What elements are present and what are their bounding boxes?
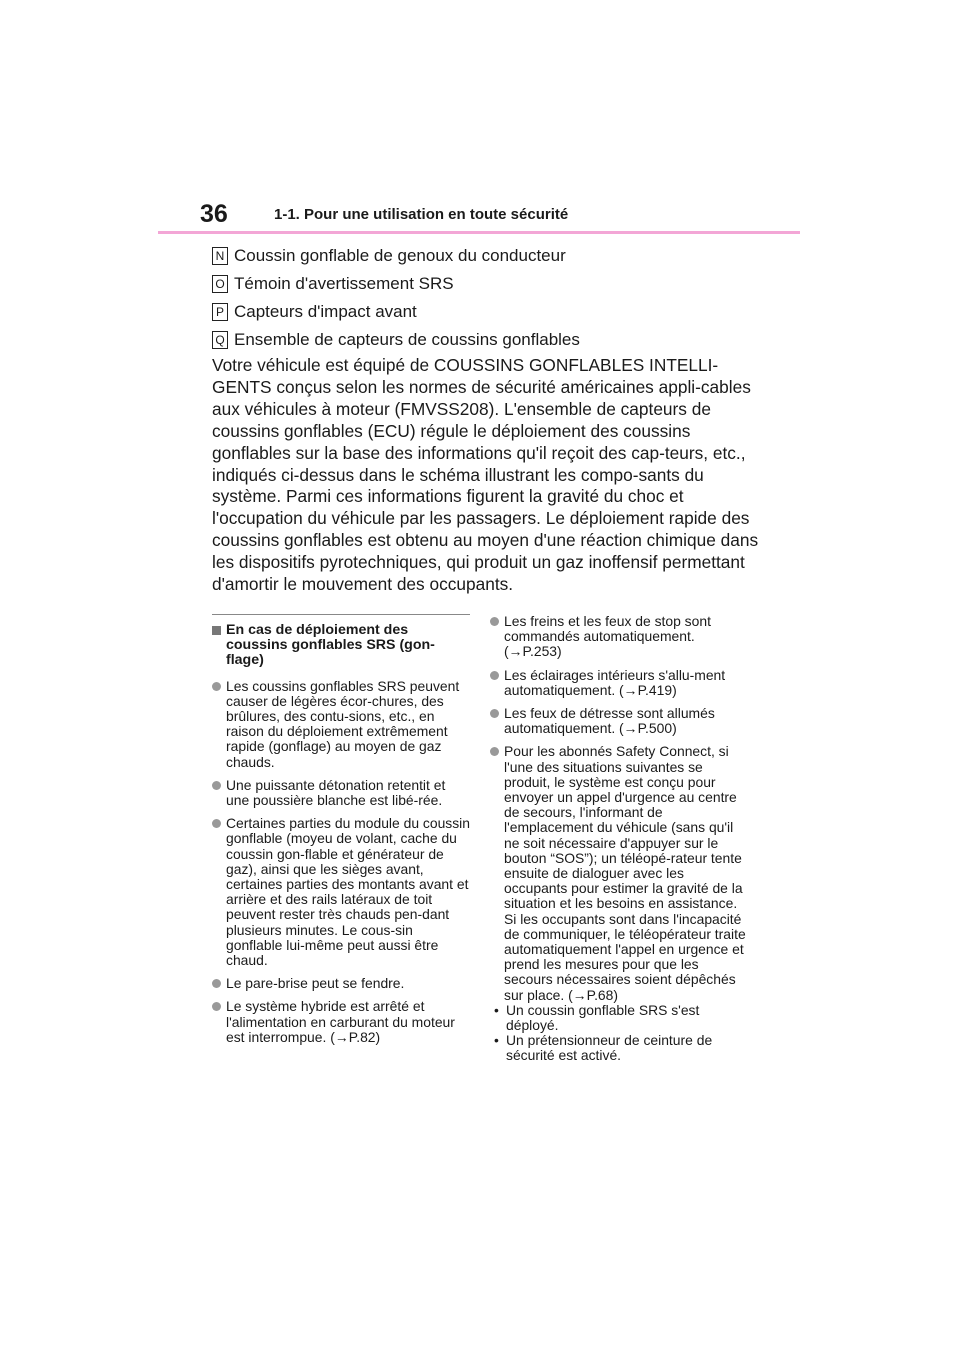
legend-key: O xyxy=(212,275,228,293)
list-item-text: Le pare-brise peut se fendre. xyxy=(226,975,405,992)
legend-label: Ensemble de capteurs de coussins gonflables xyxy=(234,330,580,349)
list-item-text: Certaines parties du module du coussin gonflable (moyeu de volant, cache du coussin gon-flable et générateur de gaz), ainsi que les sièges avant, certaines parties des montants avant et arrière et des rails latéraux de toit peuvent rester très chauds pen-dant plusieurs minutes. Le cous-sin gonflable lui-même peut aussi être chaud. xyxy=(226,815,470,969)
sub-heading-text: En cas de déploiement des coussins gonflables SRS (gon-flage) xyxy=(226,622,435,669)
list-item xyxy=(490,614,748,660)
sub-list-item xyxy=(490,1003,748,1033)
bullet-icon xyxy=(212,781,221,790)
column-divider xyxy=(212,614,470,615)
list-item xyxy=(490,706,748,736)
legend-item xyxy=(212,246,772,266)
list-item-text: Pour les abonnés Safety Connect, si l'une des situations suivantes se produit, le système est conçu pour envoyer un appel d'urgence au centre de secours, l'informant de l'emplacement du véhicule (sans qu'il ne soit nécessaire d'appuyer sur le bouton “SOS”); un téléopé-rateur tente ensuite de dialoguer avec les occupants pour estimer la gravité de la situation et les besoins en assistance. Si les occupants sont dans l'incapacité de communiquer, le téléopérateur traite automatiquement l'appel en urgence et prend les mesures pour que les secours nécessaires soient dépêchés sur place. (→P.68) xyxy=(504,743,746,1003)
legend-item xyxy=(212,302,772,322)
sub-heading xyxy=(212,623,470,669)
legend-item xyxy=(212,274,772,294)
list-item-text: Les feux de détresse sont allumés automatiquement. (→P.500) xyxy=(504,705,715,737)
bullet-icon xyxy=(490,617,499,626)
bullet-icon xyxy=(490,671,499,680)
legend-label: Témoin d'avertissement SRS xyxy=(234,274,454,293)
list-item xyxy=(212,679,470,770)
list-item xyxy=(212,778,470,808)
body-paragraph: Votre véhicule est équipé de COUSSINS GONFLABLES INTELLI-GENTS conçus selon les normes de sécurité américaines appli-cables aux véhicules à moteur (FMVSS208). L'ensemble de capteurs de coussins gonflables (ECU) régule le déploiement des coussins gonflables sur la base des informations qu'il reçoit des cap-teurs, etc., indiqués ci-dessus dans le schéma illustrant les compo-sants du système. Parmi ces informations figurent la gravité du choc et l'occupation du véhicule par les passagers. Le déploiement rapide des coussins gonflables est obtenu au moyen d'une réaction chimique dans les dispositifs pyrotechniques, qui produit un gaz inoffensif permettant d'amortir le mouvement des occupants. xyxy=(212,355,759,595)
list-item-text: Les coussins gonflables SRS peuvent causer de légères écor-chures, des brûlures, des contu-sions, etc., en raison du déploiement extrêmement rapide (gonflage) au moyen de gaz chauds. xyxy=(226,677,460,770)
sub-list-item-text: Un prétensionneur de ceinture de sécurité est activé. xyxy=(506,1032,713,1064)
legend-key: Q xyxy=(212,331,228,349)
dot-bullet-icon: • xyxy=(494,1001,499,1018)
sub-list-item xyxy=(490,1033,748,1063)
list-item-text: Les éclairages intérieurs s'allu-ment automatiquement. (→P.419) xyxy=(504,666,726,698)
legend-label: Coussin gonflable de genoux du conducteur xyxy=(234,246,566,265)
bullet-icon xyxy=(490,709,499,718)
bullet-icon xyxy=(212,819,221,828)
bullet-icon xyxy=(490,747,499,756)
square-bullet-icon xyxy=(212,626,221,635)
right-column xyxy=(490,614,748,1064)
sub-list-item-text: Un coussin gonflable SRS s'est déployé. xyxy=(506,1001,700,1034)
header-divider xyxy=(158,231,800,234)
list-item xyxy=(212,976,470,991)
legend-item xyxy=(212,330,772,350)
legend-key: N xyxy=(212,247,228,265)
bullet-icon xyxy=(212,1002,221,1011)
page-number: 36 xyxy=(200,200,228,228)
bullet-icon xyxy=(212,979,221,988)
list-item-text: Le système hybride est arrêté et l'alimentation en carburant du moteur est interrompue. (→P.82) xyxy=(226,998,455,1045)
left-column xyxy=(212,614,470,1053)
list-item-text: Une puissante détonation retentit et une poussière blanche est libé-rée. xyxy=(226,776,446,809)
list-item xyxy=(490,668,748,698)
bullet-icon xyxy=(212,682,221,691)
list-item xyxy=(212,999,470,1045)
section-title: 1-1. Pour une utilisation en toute sécurité xyxy=(274,206,569,223)
list-item xyxy=(490,744,748,1002)
list-item-text: Les freins et les feux de stop sont commandés automatiquement. (→P.253) xyxy=(504,613,711,660)
dot-bullet-icon: • xyxy=(494,1032,499,1049)
list-item xyxy=(212,816,470,968)
legend-key: P xyxy=(212,303,228,321)
legend-label: Capteurs d'impact avant xyxy=(234,302,417,321)
